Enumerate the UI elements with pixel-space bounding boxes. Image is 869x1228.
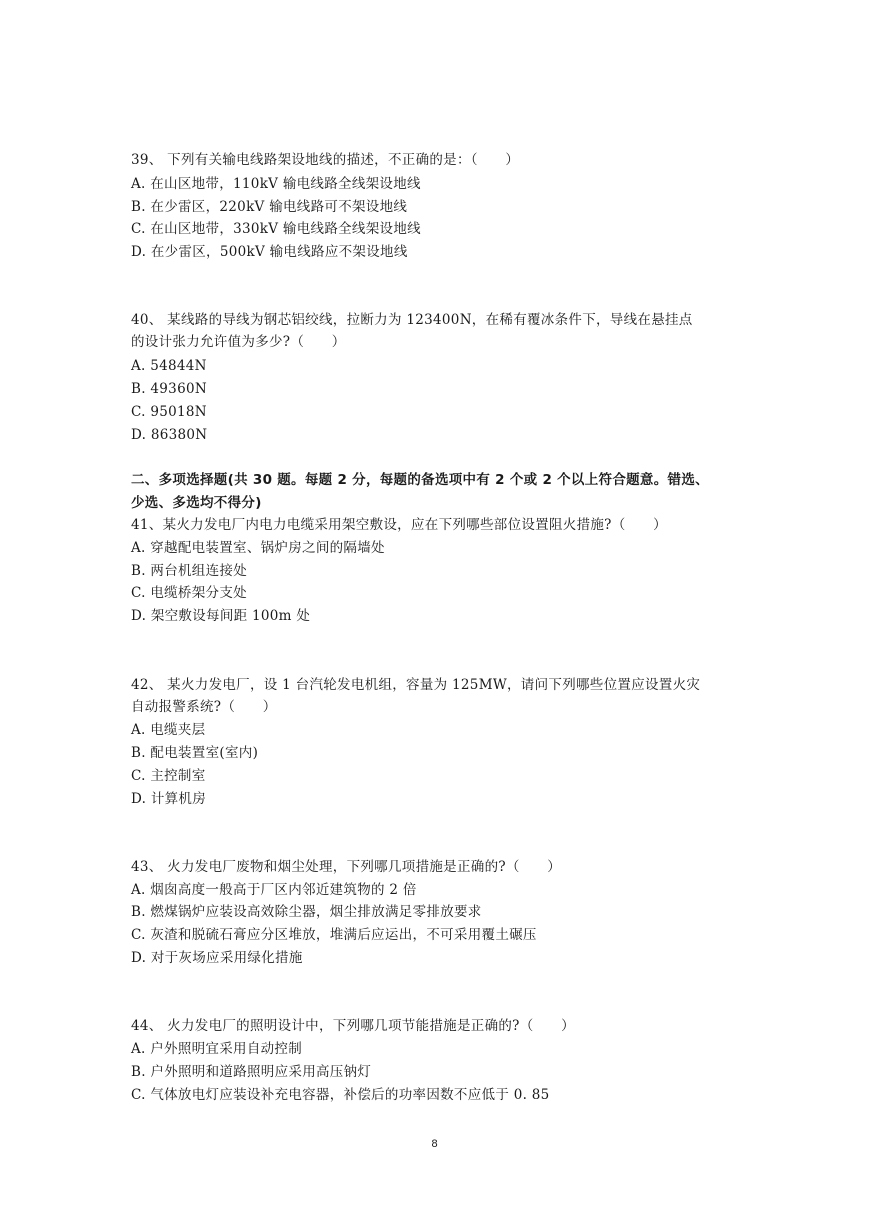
question-42-stem-line2: 自动报警系统?（ ） <box>131 699 277 715</box>
question-42-option-d: D. 计算机房 <box>131 791 207 807</box>
question-40-stem-line2: 的设计张力允许值为多少?（ ） <box>131 334 346 350</box>
question-44-option-b: B. 户外照明和道路照明应采用高压钠灯 <box>131 1064 372 1080</box>
page-number: 8 <box>431 1138 438 1150</box>
question-41-option-b: B. 两台机组连接处 <box>131 563 248 579</box>
question-39-option-b: B. 在少雷区，220kV 输电线路可不架设地线 <box>131 199 408 215</box>
question-44-option-c: C. 气体放电灯应装设补充电容器，补偿后的功率因数不应低于 0. 85 <box>131 1087 550 1103</box>
question-44-stem: 44、 火力发电厂的照明设计中，下列哪几项节能措施是正确的?（ ） <box>131 1018 575 1034</box>
question-40-option-d: D. 86380N <box>131 427 208 443</box>
question-39-option-d: D. 在少雷区，500kV 输电线路应不架设地线 <box>131 244 408 260</box>
question-40-option-b: B. 49360N <box>131 381 207 397</box>
question-43-option-d: D. 对于灰场应采用绿化措施 <box>131 950 303 966</box>
question-40-option-a: A. 54844N <box>131 358 207 374</box>
question-41-option-d: D. 架空敷设每间距 100m 处 <box>131 608 311 624</box>
question-41-option-c: C. 电缆桥架分支处 <box>131 585 247 601</box>
question-42-option-b: B. 配电装置室(室内) <box>131 745 259 761</box>
question-41-option-a: A. 穿越配电装置室、锅炉房之间的隔墙处 <box>131 540 385 556</box>
section-heading-line2: 少选、多选均不得分) <box>131 495 262 511</box>
question-39-stem: 39、 下列有关输电线路架设地线的描述，不正确的是：（ ） <box>131 152 520 168</box>
question-40-option-c: C. 95018N <box>131 404 207 420</box>
question-43-option-b: B. 燃煤锅炉应装设高效除尘器，烟尘排放满足零排放要求 <box>131 904 482 920</box>
question-42-option-a: A. 电缆夹层 <box>131 722 206 738</box>
question-43-stem: 43、 火力发电厂废物和烟尘处理，下列哪几项措施是正确的?（ ） <box>131 859 562 875</box>
question-40-stem-line1: 40、 某线路的导线为钢芯铝绞线，拉断力为 123400N，在稀有覆冰条件下，导线在悬挂点 <box>131 312 693 328</box>
question-42-stem-line1: 42、 某火力发电厂，设 1 台汽轮发电机组，容量为 125MW，请问下列哪些位置应设置火灾 <box>131 677 701 693</box>
section-heading-line1: 二、多项选择题(共 30 题。每题 2 分，每题的备选项中有 2 个或 2 个以上符合题意。错选、 <box>131 472 709 488</box>
question-43-option-c: C. 灰渣和脱硫石膏应分区堆放，堆满后应运出，不可采用覆土碾压 <box>131 927 537 943</box>
question-41-stem: 41、某火力发电厂内电力电缆采用架空敷设，应在下列哪些部位设置阻火措施?（ ） <box>131 517 667 533</box>
question-43-option-a: A. 烟囱高度一般高于厂区内邻近建筑物的 2 倍 <box>131 882 417 898</box>
question-44-option-a: A. 户外照明宜采用自动控制 <box>131 1041 303 1057</box>
question-39-option-a: A. 在山区地带，110kV 输电线路全线架设地线 <box>131 176 421 192</box>
question-39-option-c: C. 在山区地带，330kV 输电线路全线架设地线 <box>131 221 421 237</box>
question-42-option-c: C. 主控制室 <box>131 768 206 784</box>
